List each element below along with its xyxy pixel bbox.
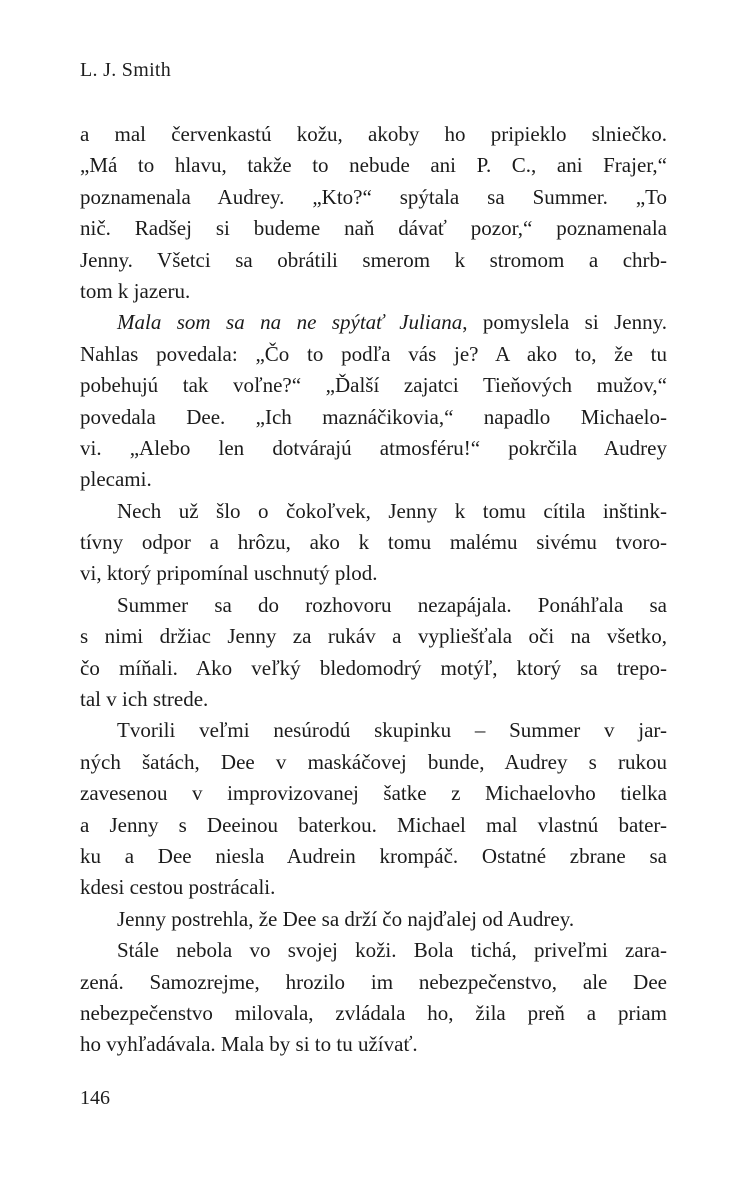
text-line (80, 402, 667, 433)
text-line (80, 904, 667, 935)
text-segment: ho vyhľadávala. Mala by si to tu užívať. (80, 1032, 418, 1057)
text-line (80, 276, 667, 307)
text-segment: s nimi držiac Jenny za rukáv a vypliešťala oči na všetko, (80, 624, 667, 649)
text-line (80, 998, 667, 1029)
text-segment: tom k jazeru. (80, 278, 191, 303)
text-segment: zená. Samozrejme, hrozilo im nebezpečenstvo, ale Dee (80, 969, 667, 994)
text-segment: ku a Dee niesla Audrein krompáč. Ostatné zbrane sa (80, 843, 667, 868)
text-segment: a Jenny s Deeinou baterkou. Michael mal vlastnú bater- (80, 812, 667, 837)
text-line (80, 213, 667, 244)
text-line (80, 339, 667, 370)
text-segment: a mal červenkastú kožu, akoby ho pripieklo slniečko. (80, 122, 667, 146)
text-line (80, 307, 667, 338)
text-line (80, 1029, 667, 1060)
text-line (80, 653, 667, 684)
text-line (80, 464, 667, 495)
text-line (80, 245, 667, 276)
text-segment: Summer sa do rozhovoru nezapájala. Ponáhľala sa (117, 592, 667, 617)
text-segment: Stále nebola vo svojej koži. Bola tichá, priveľmi zara- (117, 938, 667, 963)
text-segment: pobehujú tak voľne?“ „Ďalší zajatci Tieňových mužov,“ (80, 373, 667, 398)
text-line (80, 778, 667, 809)
body-text (80, 119, 667, 1061)
text-line (80, 935, 667, 966)
text-segment: vi, ktorý pripomínal uschnutý plod. (80, 561, 378, 586)
text-line (80, 810, 667, 841)
text-segment: Nahlas povedala: „Čo to podľa vás je? A ako to, že tu (80, 341, 667, 366)
text-segment: Jenny. Všetci sa obrátili smerom k stromom a chrb- (80, 247, 667, 272)
text-line (80, 150, 667, 181)
text-line (80, 433, 667, 464)
text-segment: ných šatách, Dee v maskáčovej bunde, Audrey s rukou (80, 749, 667, 774)
text-segment: tívny odpor a hrôzu, ako k tomu malému sivému tvoro- (80, 530, 667, 555)
text-segment: „Má to hlavu, takže to nebude ani P. C., ani Frajer,“ (80, 153, 667, 178)
text-line (80, 370, 667, 401)
text-segment: povedala Dee. „Ich maznáčikovia,“ napadlo Michaelo- (80, 404, 667, 429)
text-segment: Jenny postrehla, že Dee sa drží čo najďalej od Audrey. (117, 906, 575, 931)
text-segment: kdesi cestou postrácali. (80, 875, 276, 900)
text-line (80, 621, 667, 652)
text-segment: zavesenou v improvizovanej šatke z Michaelovho tielka (80, 781, 667, 806)
text-segment: tal v ich strede. (80, 687, 209, 712)
text-segment: poznamenala Audrey. „Kto?“ spýtala sa Summer. „To (80, 184, 667, 209)
running-header-author: L. J. Smith (80, 59, 172, 81)
text-line (80, 872, 667, 903)
text-line (80, 967, 667, 998)
text-line (80, 496, 667, 527)
italic-thought-text: Mala som sa na ne spýtať Juliana (117, 310, 463, 335)
text-line (80, 590, 667, 621)
text-segment: čo míňali. Ako veľký bledomodrý motýľ, ktorý sa trepo- (80, 655, 667, 680)
text-line (80, 841, 667, 872)
text-line (80, 684, 667, 715)
page-number: 146 (80, 1087, 110, 1109)
text-segment: nič. Radšej si budeme naň dávať pozor,“ poznamenala (80, 216, 667, 241)
text-line (80, 715, 667, 746)
text-line (80, 558, 667, 589)
text-line (80, 747, 667, 778)
text-line (80, 182, 667, 213)
text-segment: , pomyslela si Jenny. (462, 310, 667, 335)
text-segment: plecami. (80, 467, 152, 492)
text-line (80, 119, 667, 150)
text-segment: nebezpečenstvo milovala, zvládala ho, žila preň a priam (80, 1000, 667, 1025)
text-line (80, 527, 667, 558)
text-segment: vi. „Alebo len dotvárajú atmosféru!“ pokrčila Audrey (80, 435, 667, 460)
text-segment: Nech už šlo o čokoľvek, Jenny k tomu cítila inštink- (117, 498, 667, 523)
text-segment: Tvorili veľmi nesúrodú skupinku – Summer v jar- (117, 718, 667, 743)
